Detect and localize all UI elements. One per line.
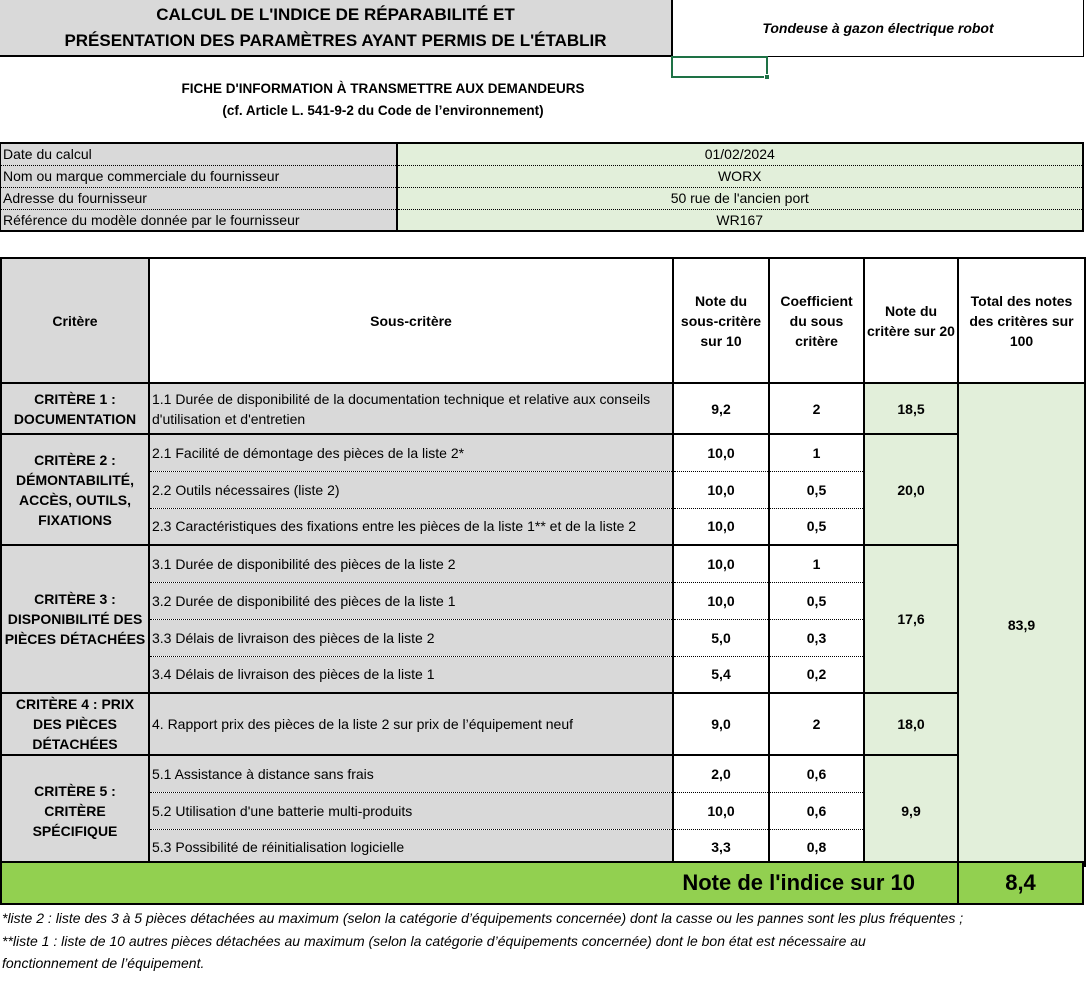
subcriterion-note[interactable]: 5,0 [673,619,769,656]
total-score[interactable]: 83,9 [958,383,1085,866]
subcriterion-label[interactable]: 4. Rapport prix des pièces de la liste 2 sur prix de l’équipement neuf [149,693,673,755]
subcriterion-note[interactable]: 10,0 [673,434,769,471]
table-row [1,545,1085,582]
subcriterion-label[interactable]: 5.2 Utilisation d'une batterie multi-produits [149,792,673,829]
subcriterion-label[interactable]: 3.4 Délais de livraison des pièces de la liste 1 [149,656,673,693]
sheet-title [0,0,672,57]
info-row [1,165,1084,187]
header-total[interactable]: Total des notes des critères sur 100 [958,258,1085,383]
footnote-liste-1-cont: fonctionnement de l’équipement. [2,955,205,971]
info-label[interactable]: Nom ou marque commerciale du fournisseur [1,165,397,187]
subcriterion-label[interactable]: 3.3 Délais de livraison des pièces de la liste 2 [149,619,673,656]
subcriterion-coef[interactable]: 0,5 [769,471,864,508]
subcriterion-note[interactable]: 2,0 [673,755,769,792]
header-note[interactable]: Note du sous-critère sur 10 [673,258,769,383]
criterion-score[interactable]: 17,6 [864,545,958,693]
info-row [1,187,1084,209]
header-sous-critere[interactable]: Sous-critère [149,258,673,383]
table-row [1,434,1085,471]
header-critere[interactable]: Critère [1,258,149,383]
subcriterion-coef[interactable]: 0,5 [769,508,864,545]
subcriterion-coef[interactable]: 2 [769,383,864,434]
subcriterion-coef[interactable]: 0,5 [769,582,864,619]
subcriterion-note[interactable]: 5,4 [673,656,769,693]
subcriterion-note[interactable]: 3,3 [673,829,769,866]
info-value[interactable]: 50 rue de l'ancien port [397,187,1084,209]
subcriterion-coef[interactable]: 2 [769,693,864,755]
header-note20[interactable]: Note du critère sur 20 [864,258,958,383]
product-cell[interactable]: Tondeuse à gazon électrique robot [672,0,1084,57]
selected-cell[interactable] [671,56,768,78]
info-row [1,143,1084,165]
title-line-2: PRÉSENTATION DES PARAMÈTRES AYANT PERMIS DE L'ÉTABLIR [64,30,607,50]
info-value[interactable]: 01/02/2024 [397,143,1084,165]
criterion-name[interactable]: CRITÈRE 5 : CRITÈRE SPÉCIFIQUE [1,755,149,866]
criterion-name[interactable]: CRITÈRE 4 : PRIX DES PIÈCES DÉTACHÉES [1,693,149,755]
subcriterion-label[interactable]: 2.1 Facilité de démontage des pièces de la liste 2* [149,434,673,471]
footnote-liste-1: **liste 1 : liste de 10 autres pièces détachées au maximum (selon la catégorie d’équipements concernée) dont le bon état est nécessaire au [2,932,866,949]
subcriterion-coef[interactable]: 0,6 [769,792,864,829]
footnote-liste-2: *liste 2 : liste des 3 à 5 pièces détachées au maximum (selon la catégorie d’équipements concernée) dont la casse ou les pannes sont les plus fréquentes ; [2,910,964,926]
subcriterion-label[interactable]: 3.1 Durée de disponibilité des pièces de la liste 2 [149,545,673,582]
subcriterion-coef[interactable]: 1 [769,545,864,582]
final-score-bar [0,861,1084,905]
info-table [0,142,1084,232]
subcriterion-label[interactable]: 2.3 Caractéristiques des fixations entre les pièces de la liste 1** et de la liste 2 [149,508,673,545]
criterion-score[interactable]: 18,5 [864,383,958,434]
criterion-score[interactable]: 20,0 [864,434,958,545]
final-score-label[interactable]: Note de l'indice sur 10 [0,861,957,905]
fiche-line-2: (cf. Article L. 541-9-2 du Code de l’environnement) [222,103,544,118]
header-coef[interactable]: Coefficient du sous critère [769,258,864,383]
subcriterion-note[interactable]: 9,2 [673,383,769,434]
info-value[interactable]: WR167 [397,209,1084,231]
subcriterion-label[interactable]: 3.2 Durée de disponibilité des pièces de la liste 1 [149,582,673,619]
subcriterion-note[interactable]: 10,0 [673,792,769,829]
subcriterion-label[interactable]: 5.3 Possibilité de réinitialisation logicielle [149,829,673,866]
subcriterion-coef[interactable]: 0,3 [769,619,864,656]
subcriterion-label[interactable]: 1.1 Durée de disponibilité de la documentation technique et relative aux conseils d'utilisation et d'entretien [149,383,673,434]
fiche-heading [0,78,766,122]
info-value[interactable]: WORX [397,165,1084,187]
title-line-1: CALCUL DE L'INDICE DE RÉPARABILITÉ ET [156,4,515,24]
subcriterion-coef[interactable]: 0,8 [769,829,864,866]
subcriterion-label[interactable]: 5.1 Assistance à distance sans frais [149,755,673,792]
subcriterion-label[interactable]: 2.2 Outils nécessaires (liste 2) [149,471,673,508]
subcriterion-note[interactable]: 9,0 [673,693,769,755]
info-label[interactable]: Adresse du fournisseur [1,187,397,209]
subcriterion-note[interactable]: 10,0 [673,471,769,508]
info-row [1,209,1084,231]
info-label[interactable]: Date du calcul [1,143,397,165]
criterion-name[interactable]: CRITÈRE 2 : DÉMONTABILITÉ, ACCÈS, OUTILS, FIXATIONS [1,434,149,545]
table-row [1,755,1085,792]
final-score-value[interactable]: 8,4 [957,861,1084,905]
subcriterion-note[interactable]: 10,0 [673,582,769,619]
subcriterion-coef[interactable]: 0,6 [769,755,864,792]
criterion-name[interactable]: CRITÈRE 3 : DISPONIBILITÉ DES PIÈCES DÉTACHÉES [1,545,149,693]
criterion-score[interactable]: 9,9 [864,755,958,866]
subcriterion-note[interactable]: 10,0 [673,545,769,582]
table-row [1,383,1085,434]
criteria-table [0,257,1086,867]
subcriterion-coef[interactable]: 0,2 [769,656,864,693]
table-row [1,693,1085,755]
criterion-name[interactable]: CRITÈRE 1 : DOCUMENTATION [1,383,149,434]
criterion-score[interactable]: 18,0 [864,693,958,755]
subcriterion-note[interactable]: 10,0 [673,508,769,545]
fiche-line-1: FICHE D'INFORMATION À TRANSMETTRE AUX DEMANDEURS [181,81,585,96]
subcriterion-coef[interactable]: 1 [769,434,864,471]
info-label[interactable]: Référence du modèle donnée par le fournisseur [1,209,397,231]
footnotes [2,907,1086,975]
